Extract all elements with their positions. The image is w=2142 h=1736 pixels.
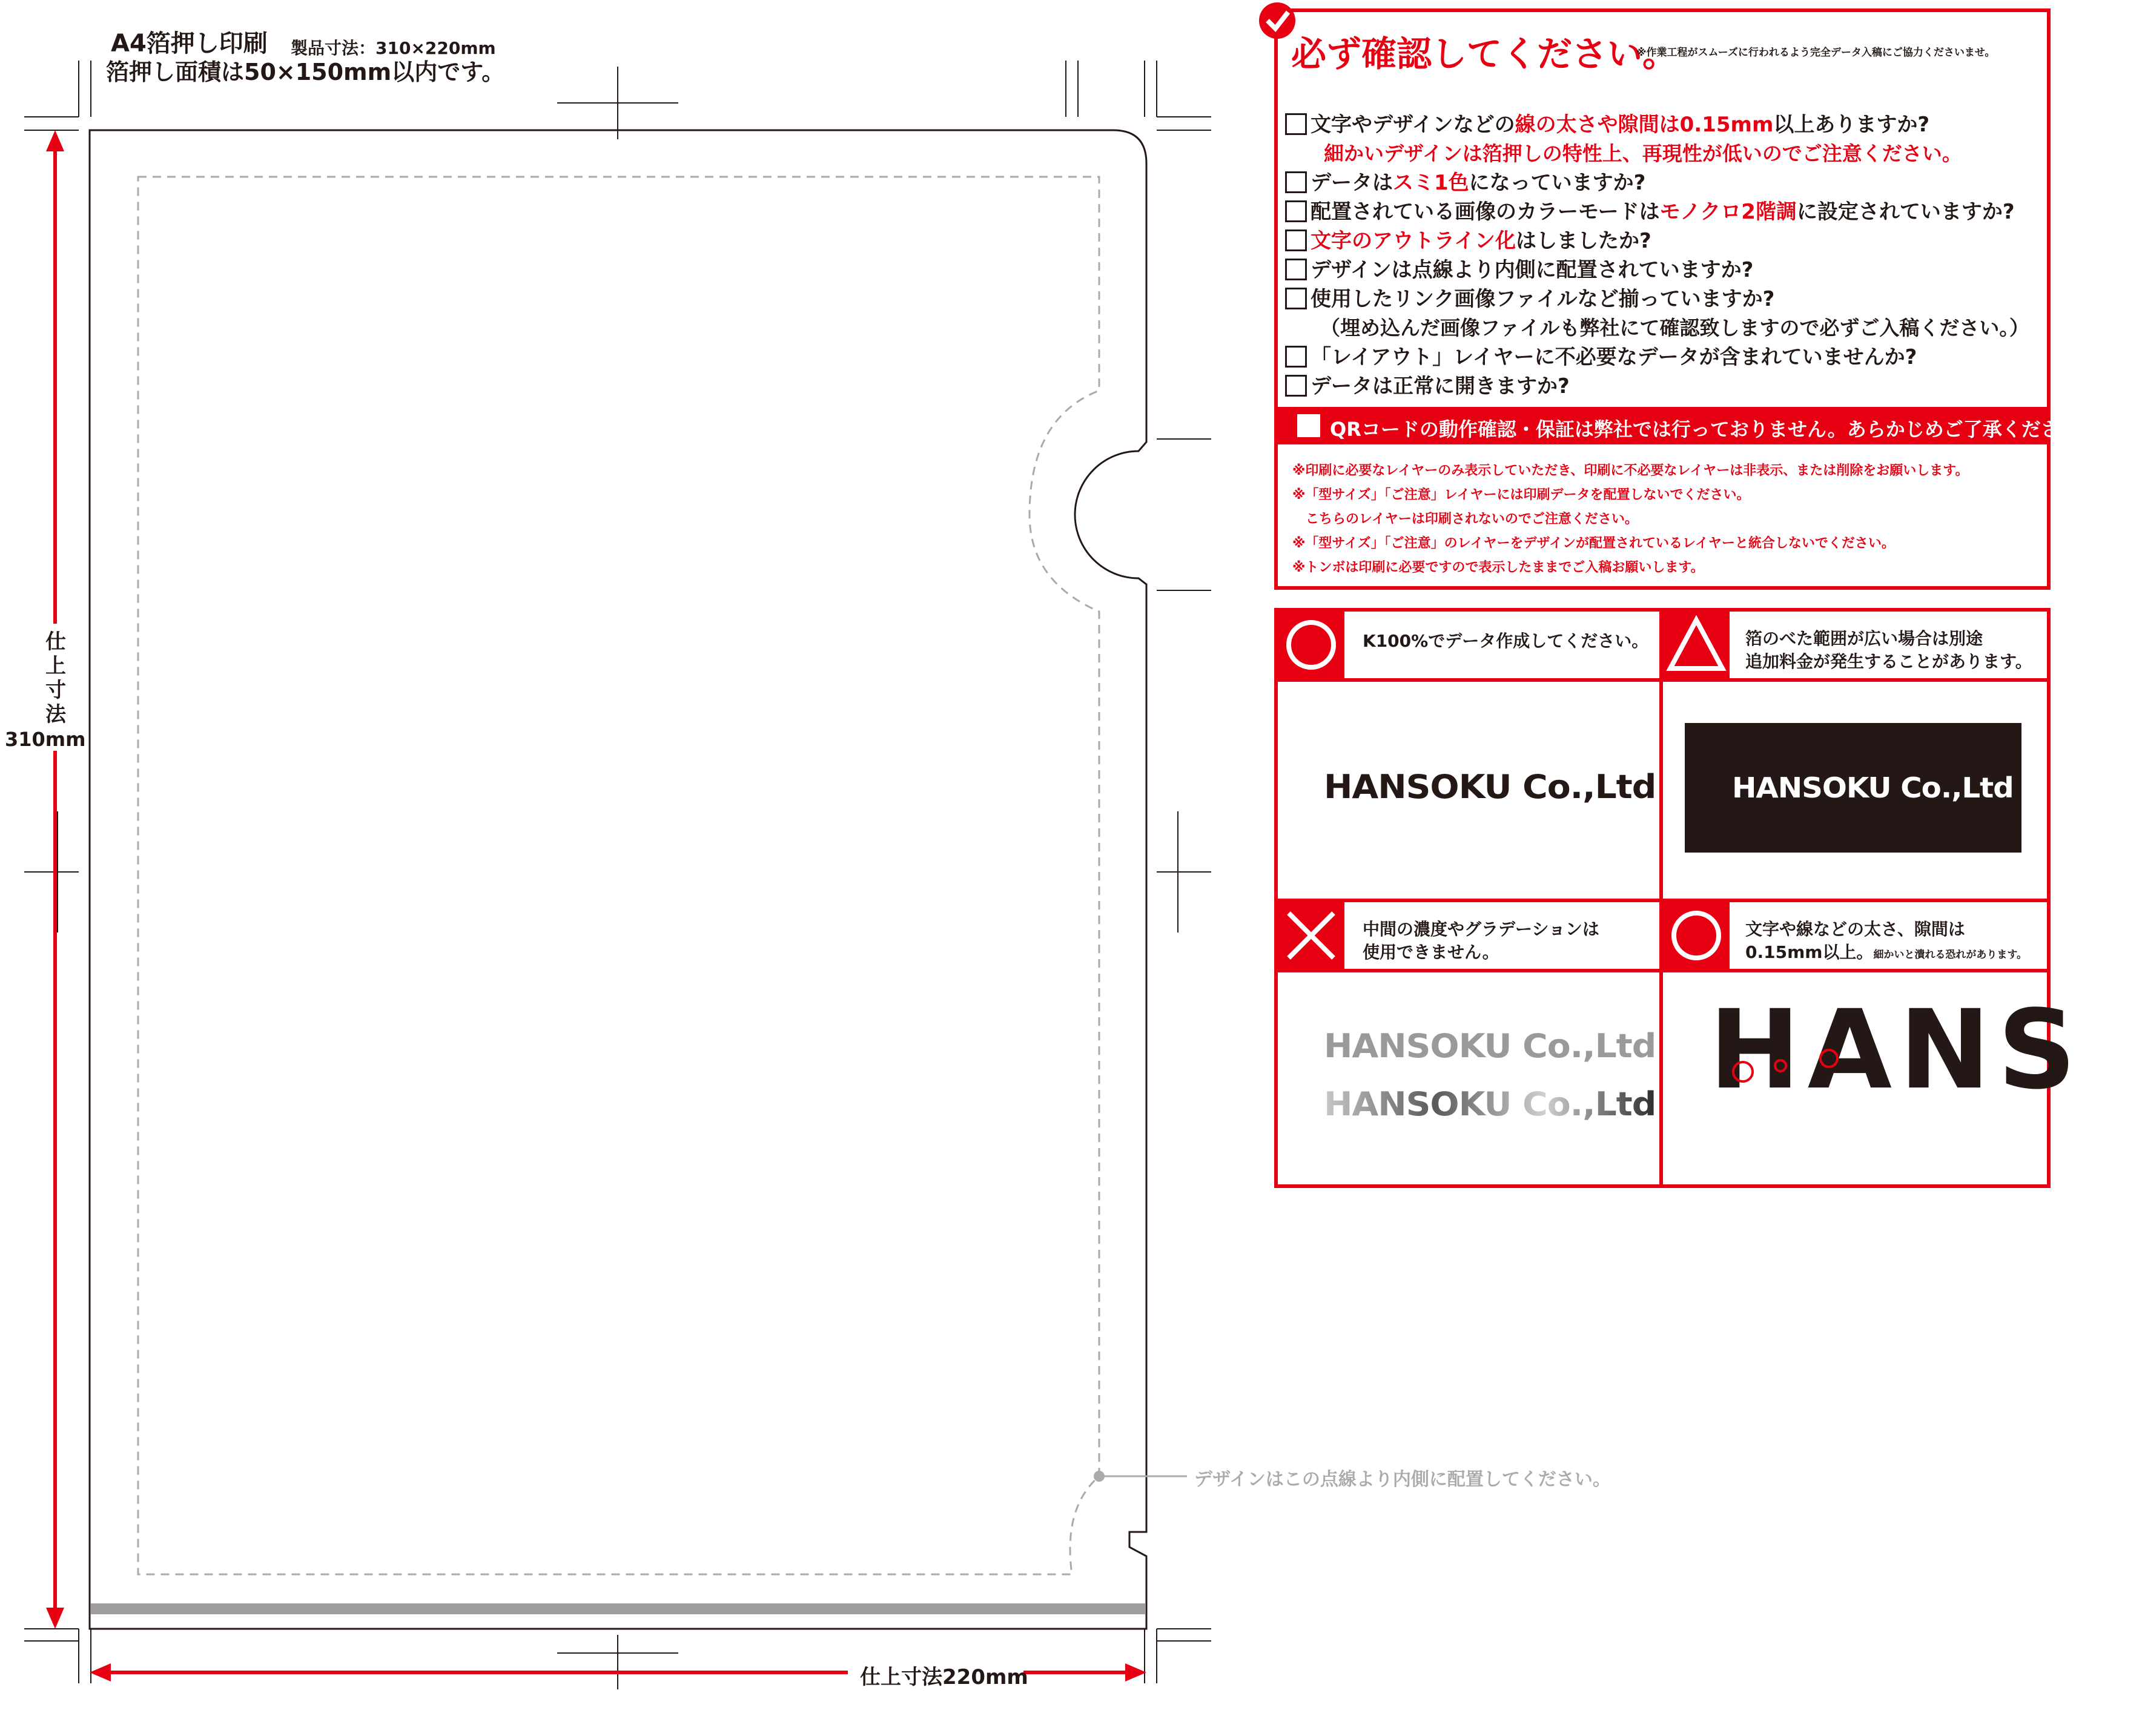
checklist-item: デザインは点線より内側に配置されていますか?: [1285, 253, 1753, 283]
checklist-item: データは正常に開きますか?: [1285, 369, 1570, 399]
checkbox[interactable]: [1285, 113, 1307, 135]
gradient-logo-example: HANSOKU Co.,Ltd: [1324, 1085, 1656, 1123]
note-line: ※印刷に必要なレイヤーのみ表示していただき、印刷に不必要なレイヤーは非表示、または削除をお願いします。: [1292, 463, 1969, 478]
checkbox[interactable]: [1285, 171, 1307, 193]
checklist-title-note: ※作業工程がスムーズに行われるよう完全データ入稿にご協力くださいませ。: [1636, 47, 1995, 59]
checklist-item: 文字やデザインなどの線の太さや隙間は0.15mm以上ありますか?: [1285, 108, 1929, 137]
height-dimension-value: 310mm: [5, 728, 86, 751]
checkbox[interactable]: [1285, 259, 1307, 280]
square-bullet-icon: [1297, 414, 1320, 437]
checklist-item-sub: （埋め込んだ画像ファイルも弊社にて確認致しますので必ずご入稿ください。）: [1320, 316, 2029, 340]
grid-divider: [1659, 608, 1663, 1188]
note-line: ※「型サイズ」「ご注意」のレイヤーをデザインが配置されているレイヤーと統合しないでください。: [1292, 536, 1895, 551]
hansoku-logo: HANSOKU Co.,Ltd: [1324, 768, 1656, 806]
solid-foil-example: HANSOKU Co.,Ltd: [1685, 723, 2021, 853]
example-ok-text: K100%でデータ作成してください。: [1363, 631, 1649, 651]
note-line: こちらのレイヤーは印刷されないのでご注意ください。: [1292, 512, 1638, 527]
checklist-item: 文字のアウトライン化はしましたか?: [1285, 224, 1651, 254]
example-ok2-text: 文字や線などの太さ、隙間は: [1745, 919, 1965, 939]
gray-logo-example: HANSOKU Co.,Ltd: [1324, 1027, 1656, 1065]
checkbox[interactable]: [1285, 229, 1307, 251]
checklist-item: データはスミ1色になっていますか?: [1285, 166, 1645, 196]
width-dimension-label: 仕上寸法220mm: [860, 1665, 1028, 1689]
height-dimension-label: 仕 上 寸 法: [45, 630, 66, 727]
circle-icon: [1663, 902, 1730, 969]
example-warning-text: 追加料金が発生することがあります。: [1745, 652, 2032, 672]
example-ng-text: 中間の濃度やグラデーションは: [1363, 919, 1599, 939]
product-title: A4箔押し印刷: [111, 30, 268, 58]
checkbox[interactable]: [1285, 346, 1307, 368]
example-warning-text: 箔のべた範囲が広い場合は別途: [1745, 629, 1983, 649]
checklist-item: 使用したリンク画像ファイルなど揃っていますか?: [1285, 282, 1774, 312]
example-ng-text: 使用できません。: [1363, 942, 1499, 962]
checklist-item: 配置されている画像のカラーモードはモノクロ2階調に設定されていますか?: [1285, 195, 2015, 225]
thin-gap-markers: [1726, 1041, 1847, 1090]
cross-icon: [1278, 902, 1344, 969]
checklist-item: 「レイアウト」レイヤーに不必要なデータが含まれていませんか?: [1285, 340, 1917, 370]
example-ok2-text: 0.15mm以上。細かいと潰れる恐れがあります。: [1745, 942, 2028, 962]
note-line: ※「型サイズ」「ご注意」レイヤーには印刷データを配置しないでください。: [1292, 487, 1750, 503]
checklist-title: 必ず確認してください。: [1291, 33, 1678, 74]
safe-zone-note: デザインはこの点線より内側に配置してください。: [1194, 1469, 1611, 1490]
foil-area-note: 箔押し面積は50×150mm以内です。: [106, 59, 505, 85]
checkbox[interactable]: [1285, 288, 1307, 309]
circle-icon: [1278, 612, 1344, 678]
checklist-item-sub: 細かいデザインは箔押しの特性上、再現性が低いのでご注意ください。: [1324, 142, 1962, 165]
product-size: 製品寸法：310×220mm: [291, 38, 496, 58]
qr-notice-bar: [1278, 407, 2099, 444]
note-line: ※トンボは印刷に必要ですので表示したままでご入稿お願いします。: [1292, 560, 1704, 575]
qr-notice-text: QRコードの動作確認・保証は弊社では行っておりません。あらかじめご了承ください。: [1330, 418, 2099, 441]
grid-divider: [1274, 899, 2051, 902]
checkbox[interactable]: [1285, 375, 1307, 397]
triangle-icon: [1663, 612, 1730, 678]
hans-logo: HANS: [1709, 987, 2084, 1114]
checkbox[interactable]: [1285, 200, 1307, 222]
